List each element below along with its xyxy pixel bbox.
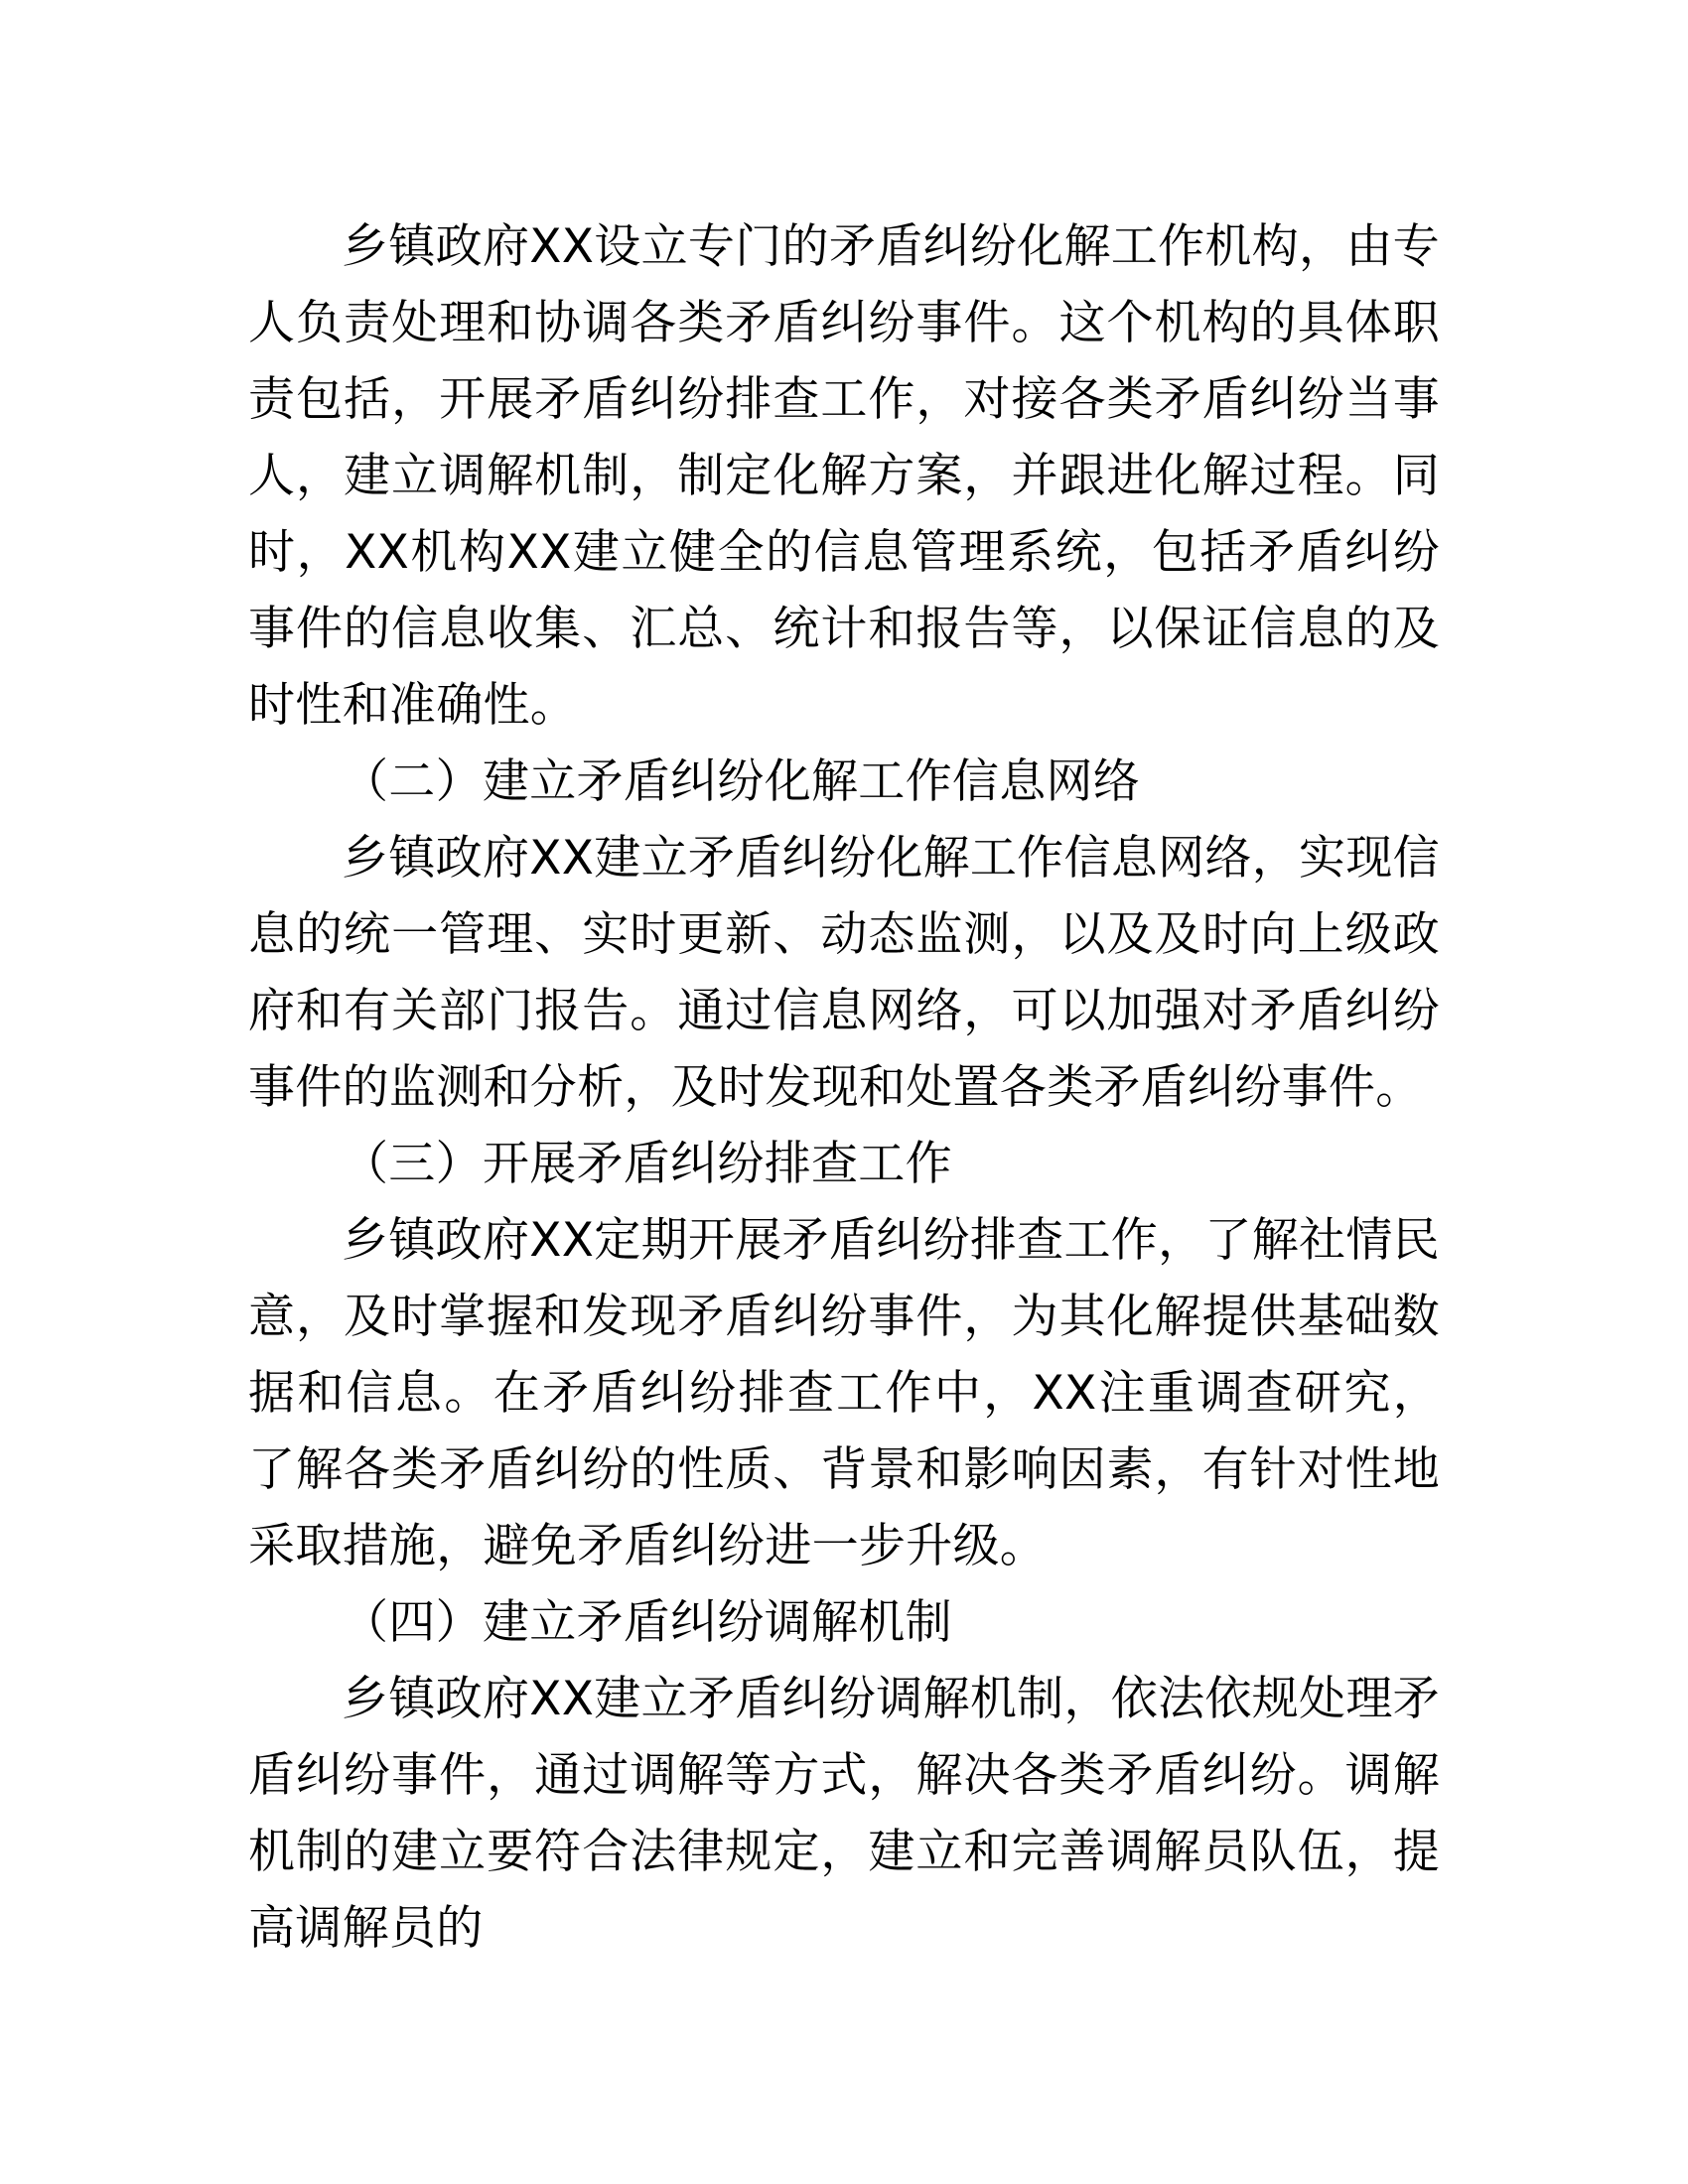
body-paragraph: 乡镇政府XX定期开展矛盾纠纷排查工作，了解社情民意，及时掌握和发现矛盾纠纷事件，为其化解提供基础数据和信息。在矛盾纠纷排查工作中，XX注重调查研究，了解各类矛盾纠纷的性质、背景和影响因素，有针对性地采取措施，避免矛盾纠纷进一步升级。 — [248, 1213, 1440, 1573]
section-heading: （四）建立矛盾纠纷调解机制 — [342, 1595, 952, 1650]
body-paragraph: 乡镇政府XX建立矛盾纠纷调解机制，依法依规处理矛盾纠纷事件，通过调解等方式，解决各类矛盾纠纷。调解机制的建立要符合法律规定，建立和完善调解员队伍，提高调解员的 — [248, 1672, 1440, 1956]
document-body — [248, 208, 1440, 1967]
body-paragraph: 乡镇政府XX设立专门的矛盾纠纷化解工作机构，由专人负责处理和协调各类矛盾纠纷事件。这个机构的具体职责包括，开展矛盾纠纷排查工作，对接各类矛盾纠纷当事人，建立调解机制，制定化解方案，并跟进化解过程。同时，XX机构XX建立健全的信息管理系统，包括矛盾纠纷事件的信息收集、汇总、统计和报告等，以保证信息的及时性和准确性。 — [248, 219, 1440, 733]
section-heading: （三）开展矛盾纠纷排查工作 — [342, 1137, 952, 1191]
body-paragraph: 乡镇政府XX建立矛盾纠纷化解工作信息网络，实现信息的统一管理、实时更新、动态监测，以及及时向上级政府和有关部门报告。通过信息网络，可以加强对矛盾纠纷事件的监测和分析，及时发现和处置各类矛盾纠纷事件。 — [248, 831, 1440, 1115]
section-heading: （二）建立矛盾纠纷化解工作信息网络 — [342, 754, 1141, 809]
